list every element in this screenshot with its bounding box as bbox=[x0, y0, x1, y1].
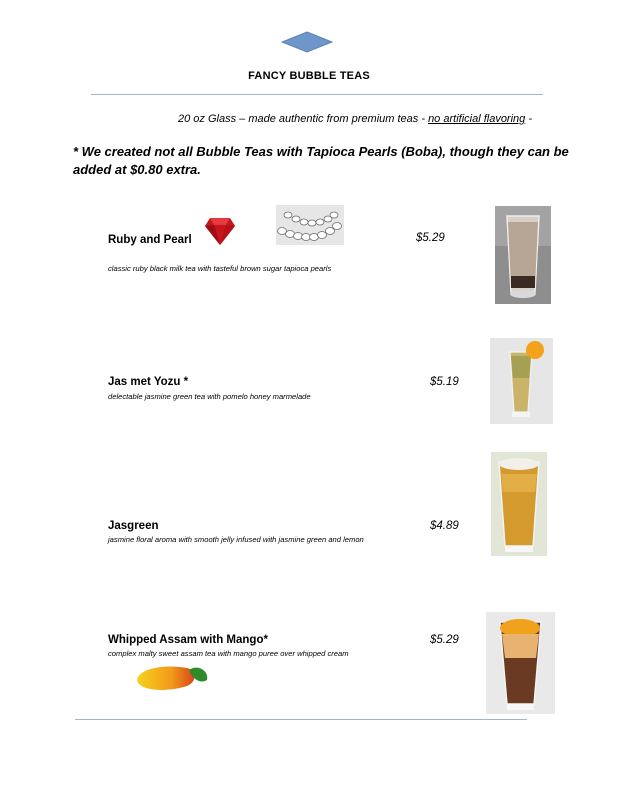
mango-icon bbox=[135, 662, 211, 692]
menu-item-price: $5.29 bbox=[430, 634, 459, 646]
ruby-gem-icon bbox=[204, 216, 236, 246]
whipped-assam-mango-drink-photo bbox=[486, 612, 555, 714]
pearl-necklace-icon bbox=[276, 205, 344, 245]
menu-item-description: classic ruby black milk tea with tasteful brown sugar tapioca pearls bbox=[108, 264, 332, 273]
jasgreen-drink-photo bbox=[491, 452, 547, 556]
menu-item-price: $4.89 bbox=[430, 520, 459, 532]
menu-item-name: Jas met Yozu * bbox=[108, 376, 189, 388]
menu-item-description: delectable jasmine green tea with pomelo honey marmelade bbox=[108, 392, 311, 401]
menu-item-name: Ruby and Pearl bbox=[108, 234, 192, 246]
menu-item-price: $5.29 bbox=[416, 232, 445, 244]
diamond-icon bbox=[281, 31, 333, 53]
menu-item-price: $5.19 bbox=[430, 376, 459, 388]
boba-note: * We created not all Bubble Teas with Tapioca Pearls (Boba), though they can be added at $0.80 extra. bbox=[73, 144, 569, 177]
menu-item-name: Jasgreen bbox=[108, 520, 159, 532]
ruby-pearl-drink-photo bbox=[495, 206, 551, 304]
subtitle-text: 20 oz Glass – made authentic from premium teas - bbox=[178, 113, 429, 125]
menu-item-description: jasmine floral aroma with smooth jelly infused with jasmine green and lemon bbox=[108, 535, 364, 544]
top-divider bbox=[91, 94, 543, 95]
subtitle bbox=[178, 113, 532, 125]
bottom-divider bbox=[75, 719, 527, 720]
page-title: FANCY BUBBLE TEAS bbox=[248, 70, 370, 82]
menu-item-name: Whipped Assam with Mango* bbox=[108, 634, 268, 646]
no-artificial-flavoring-text: no artificial flavoring bbox=[428, 113, 526, 125]
subtitle-end: - bbox=[525, 113, 533, 125]
menu-item-description: complex malty sweet assam tea with mango puree over whipped cream bbox=[108, 649, 349, 658]
jas-met-yozu-drink-photo bbox=[490, 338, 553, 424]
